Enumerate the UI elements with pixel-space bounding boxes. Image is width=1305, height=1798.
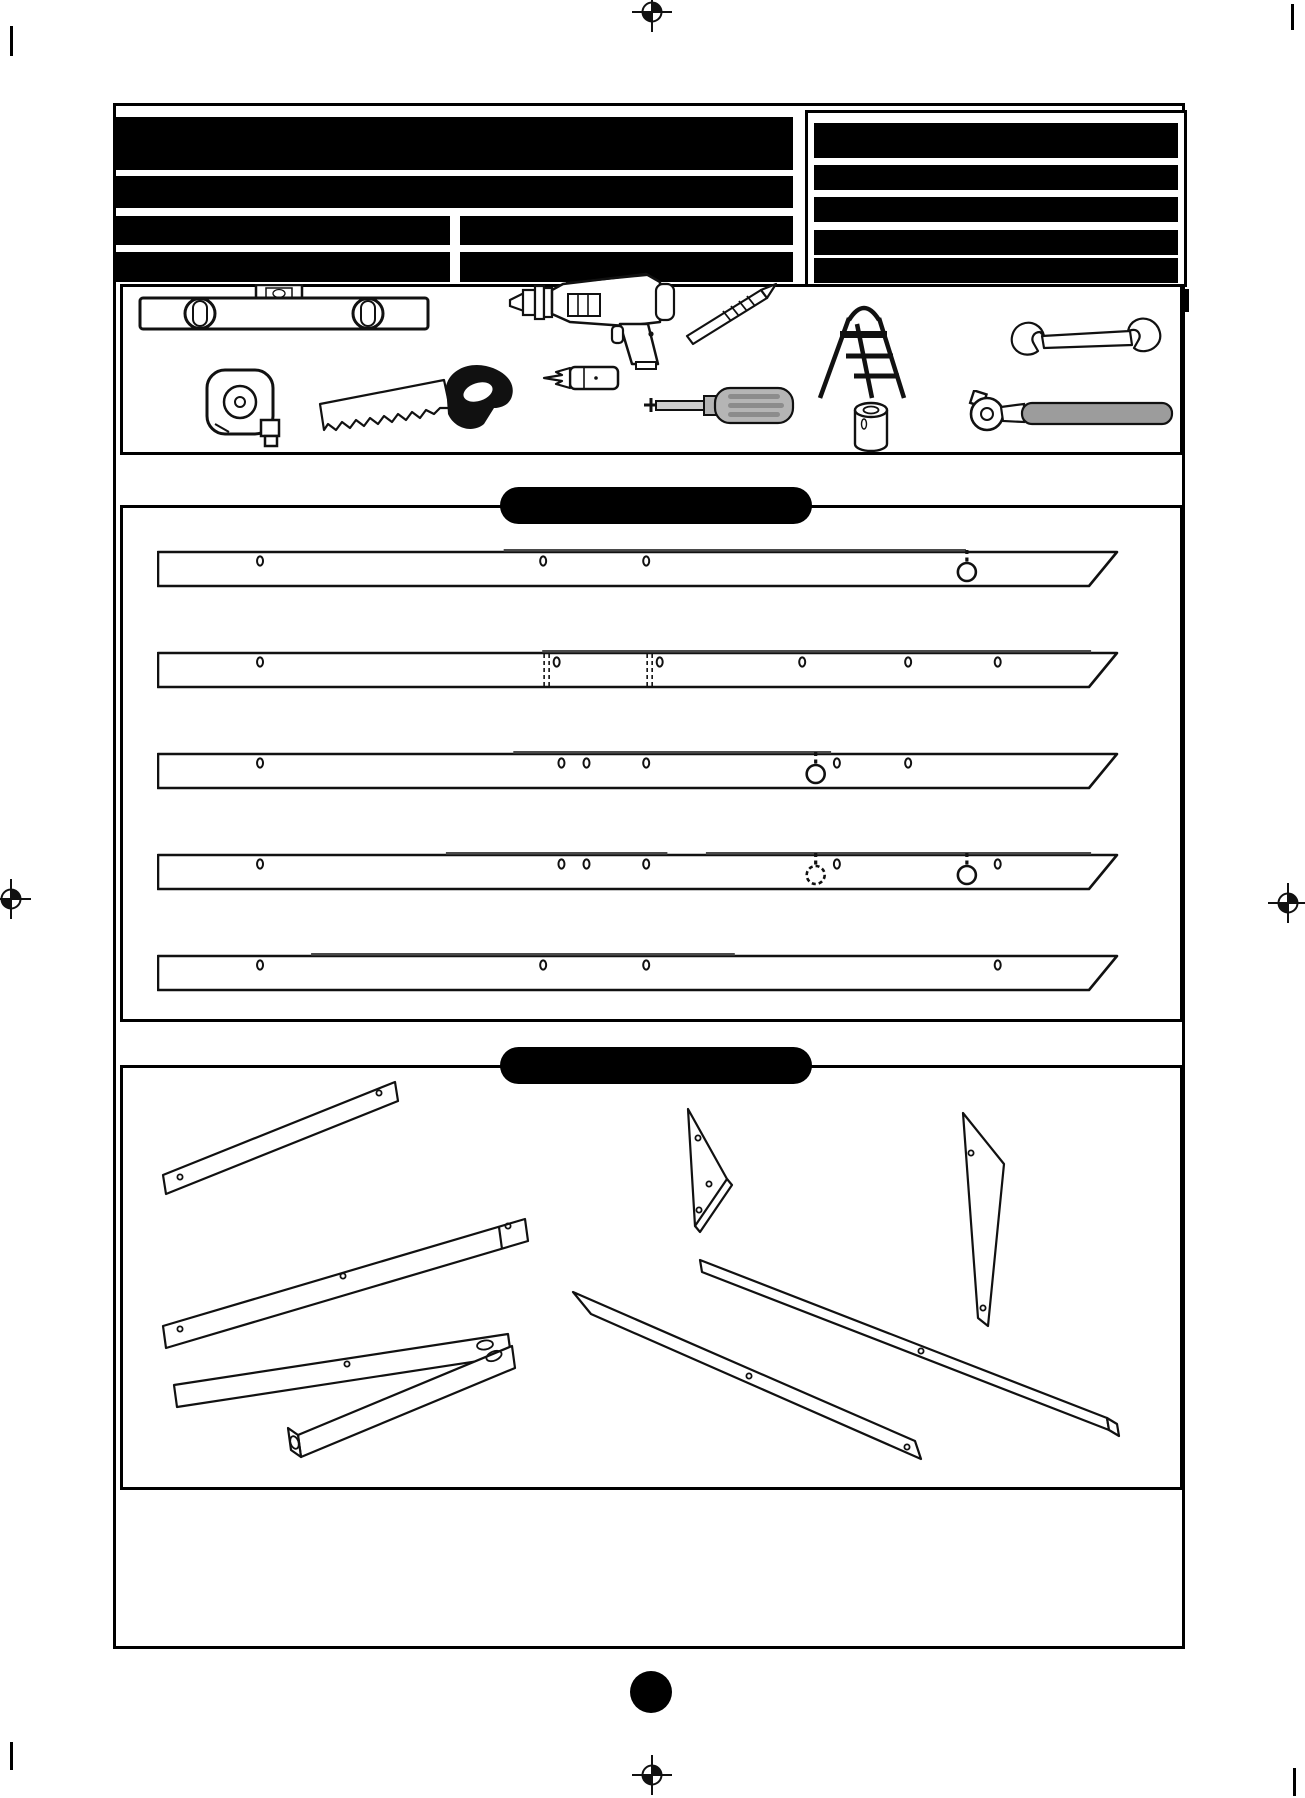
spirit-level-icon — [138, 284, 430, 332]
cut-list-planks — [157, 549, 1120, 989]
trim-tick-bottom-right — [1293, 1768, 1296, 1796]
trim-tick-top-left — [10, 26, 13, 56]
socket-icon — [852, 400, 890, 454]
part-long-board-lower — [163, 1219, 528, 1348]
plank-3 — [157, 751, 1120, 791]
hand-saw-icon — [318, 362, 530, 444]
drill-bit-icon — [683, 278, 779, 350]
parts-diagram — [121, 1068, 1181, 1486]
registration-crosshair-bottom — [632, 1755, 672, 1795]
redacted-text-bar — [116, 252, 450, 282]
screwdriver-icon — [640, 382, 798, 430]
redacted-info-panel-bars — [808, 113, 1184, 284]
ratchet-wrench-icon — [962, 390, 1180, 444]
plank-2 — [157, 650, 1120, 690]
redacted-panel-bar — [814, 165, 1178, 190]
plank-1 — [157, 549, 1120, 589]
redacted-panel-bar — [814, 258, 1178, 283]
redacted-text-bar — [116, 216, 450, 245]
page-number-dot — [630, 1671, 672, 1713]
part-thin-rail — [700, 1260, 1119, 1436]
registration-crosshair-top — [632, 0, 672, 32]
redacted-panel-bar — [814, 197, 1178, 222]
plank-4 — [157, 852, 1120, 892]
redacted-panel-bar — [814, 230, 1178, 255]
part-gusset-small — [688, 1109, 732, 1232]
power-drill-icon — [508, 266, 688, 370]
redacted-info-panel — [805, 110, 1187, 287]
registration-crosshair-right — [1268, 883, 1305, 923]
cut-list-redacted-heading — [500, 487, 812, 524]
tape-measure-icon — [203, 366, 287, 452]
step-ladder-icon — [812, 294, 912, 402]
part-wide-rail — [573, 1292, 921, 1459]
part-gusset-tall — [963, 1113, 1004, 1326]
trim-tick-bottom-left — [10, 1742, 13, 1770]
plank-5 — [157, 953, 1120, 993]
redacted-text-bar — [460, 216, 793, 245]
redacted-title-bar — [116, 117, 793, 170]
redacted-panel-bar — [814, 123, 1178, 158]
part-long-board-upper — [163, 1082, 398, 1194]
trim-tick-top-right — [1291, 4, 1294, 30]
open-end-wrench-icon — [1008, 316, 1164, 368]
redacted-subtitle-bar — [116, 176, 793, 208]
registration-crosshair-left — [0, 879, 31, 919]
